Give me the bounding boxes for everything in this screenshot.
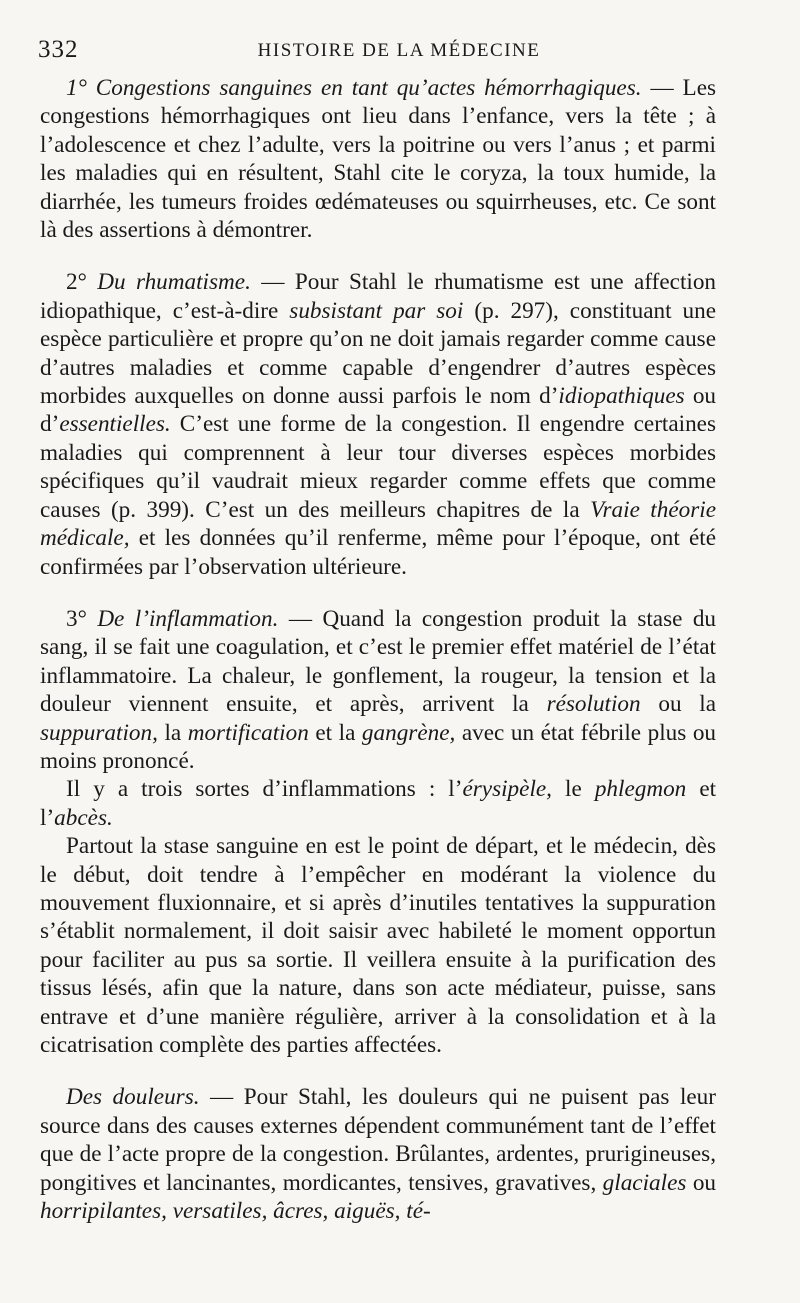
- text-span: C’est une forme de la congestion. Il engendre certaines maladies qui comprennent à leur tour diverses espèces morbides spécifiques qu’il vaudrait mieux regarder comme effets que comme causes (p. 399). C’est un des meilleurs chapitres de la: [40, 411, 716, 523]
- page-header: [38, 36, 760, 66]
- emphasis: glaciales: [602, 1169, 687, 1196]
- paragraph-douleurs: [40, 1083, 716, 1225]
- section-title-douleurs: Des douleurs.: [66, 1084, 200, 1111]
- paragraph-rhumatisme: [40, 268, 716, 580]
- running-title: HISTOIRE DE LA MÉDECINE: [257, 40, 541, 61]
- emphasis: suppuration,: [40, 719, 158, 746]
- text-span: — Pour Stahl le rhumatisme est une affection idiopathique, c’est-à-dire: [40, 269, 717, 324]
- paragraph-text: Les congestions hémorrhagiques ont lieu dans l’enfance, vers la tête ; à l’adolescence et chez l’adulte, vers la poitrine ou vers l’anus ; et parmi les maladies qui en résultent, Stahl cite le coryza, la toux humide, la diarrhée, les tumeurs froides œdémateuses ou squirrheuses, etc. Ce sont là des assertions à démontrer.: [40, 75, 717, 244]
- text-span: ou: [692, 1169, 716, 1196]
- text-span: et les données qu’il renferme, même pour l’époque, ont été confirmées par l’observation ultérieure.: [40, 525, 716, 580]
- emphasis: phlegmon: [594, 776, 687, 803]
- text-span: (p. 297), constituant une espèce particulière et propre qu’on ne doit jamais regarder comme cause d’autres maladies et comme capable d’engendrer d’autres espèces morbides auxquelles on donne aussi parfois le nom d’: [40, 297, 717, 410]
- emphasis-book-title: Vraie théorie médicale,: [40, 496, 716, 552]
- emphasis: horripilantes,: [40, 1198, 167, 1225]
- paragraph-stase: Partout la stase sanguine en est le point de départ, et le médecin, dès le début, doit tendre à l’empêcher en modérant la violence du mouvement fluxionnaire, et si après d’inutiles tentatives la suppuration s’établit normalement, il doit saisir avec habileté le moment opportun pour faciliter au pus sa sortie. Il veillera ensuite à la purification des tissus lésés, afin que la nature, dans son acte médiateur, puisse, sans entrave et d’une manière régulière, arriver à la consolidation et à la cicatrisation complète des parties affectées.: [40, 833, 716, 1058]
- emphasis: résolution: [546, 691, 641, 718]
- emphasis: gangrène,: [361, 719, 456, 746]
- emphasis: essentielles.: [59, 411, 171, 438]
- text-span: — Pour Stahl, les douleurs qui ne puisent pas leur source dans des causes externes dépendent communément tant de l’effet que de l’acte propre de la congestion. Brûlantes, ardentes, prurigineuses, pongitives et lancinantes, mordicantes, tensives, gravatives,: [40, 1084, 716, 1196]
- text-span: et l’: [40, 776, 717, 831]
- text-span: — Quand la congestion produit la stase du sang, il se fait une coagulation, et c’est le premier effet matériel de l’état inflammatoire. La chaleur, le gonflement, la rougeur, la tension et la douleur viennent ensuite, et après, arrivent la: [40, 605, 717, 718]
- emphasis: âcres,: [273, 1198, 329, 1225]
- emphasis: idiopathiques: [558, 383, 685, 410]
- text-span: ou d’: [40, 383, 716, 438]
- page-body: [40, 74, 716, 1225]
- section-title-inflammation: De l’inflammation.: [97, 605, 279, 632]
- section-number: 3°: [66, 605, 87, 632]
- emphasis: érysipèle,: [462, 776, 552, 803]
- text-span: et la: [315, 719, 356, 746]
- emphasis: aiguës,: [334, 1198, 401, 1225]
- paragraph-congestions: [40, 74, 716, 244]
- section-title-rhumatisme: Du rhumatisme.: [97, 269, 251, 296]
- section-number: 2°: [66, 269, 87, 296]
- emphasis: té-: [406, 1198, 431, 1225]
- paragraph-inflammation-types: [40, 775, 716, 832]
- section-title-congestions: 1° Congestions sanguines en tant qu’actes hémorrhagiques.: [66, 75, 642, 101]
- text-span: Il y a trois sortes d’inflammations : l’: [66, 776, 463, 803]
- text-span: ou la: [658, 691, 717, 718]
- dash: —: [650, 75, 674, 101]
- paragraph-inflammation: [40, 605, 716, 775]
- text-span: la: [164, 719, 182, 746]
- page-number: 332: [38, 36, 79, 63]
- text-span: avec un état fébrile plus ou moins prononcé.: [40, 719, 717, 774]
- emphasis: mortification: [187, 719, 309, 746]
- emphasis: abcès.: [54, 804, 113, 831]
- emphasis: subsistant par soi: [289, 297, 464, 324]
- emphasis: versatiles,: [172, 1198, 268, 1225]
- text-span: le: [565, 776, 582, 803]
